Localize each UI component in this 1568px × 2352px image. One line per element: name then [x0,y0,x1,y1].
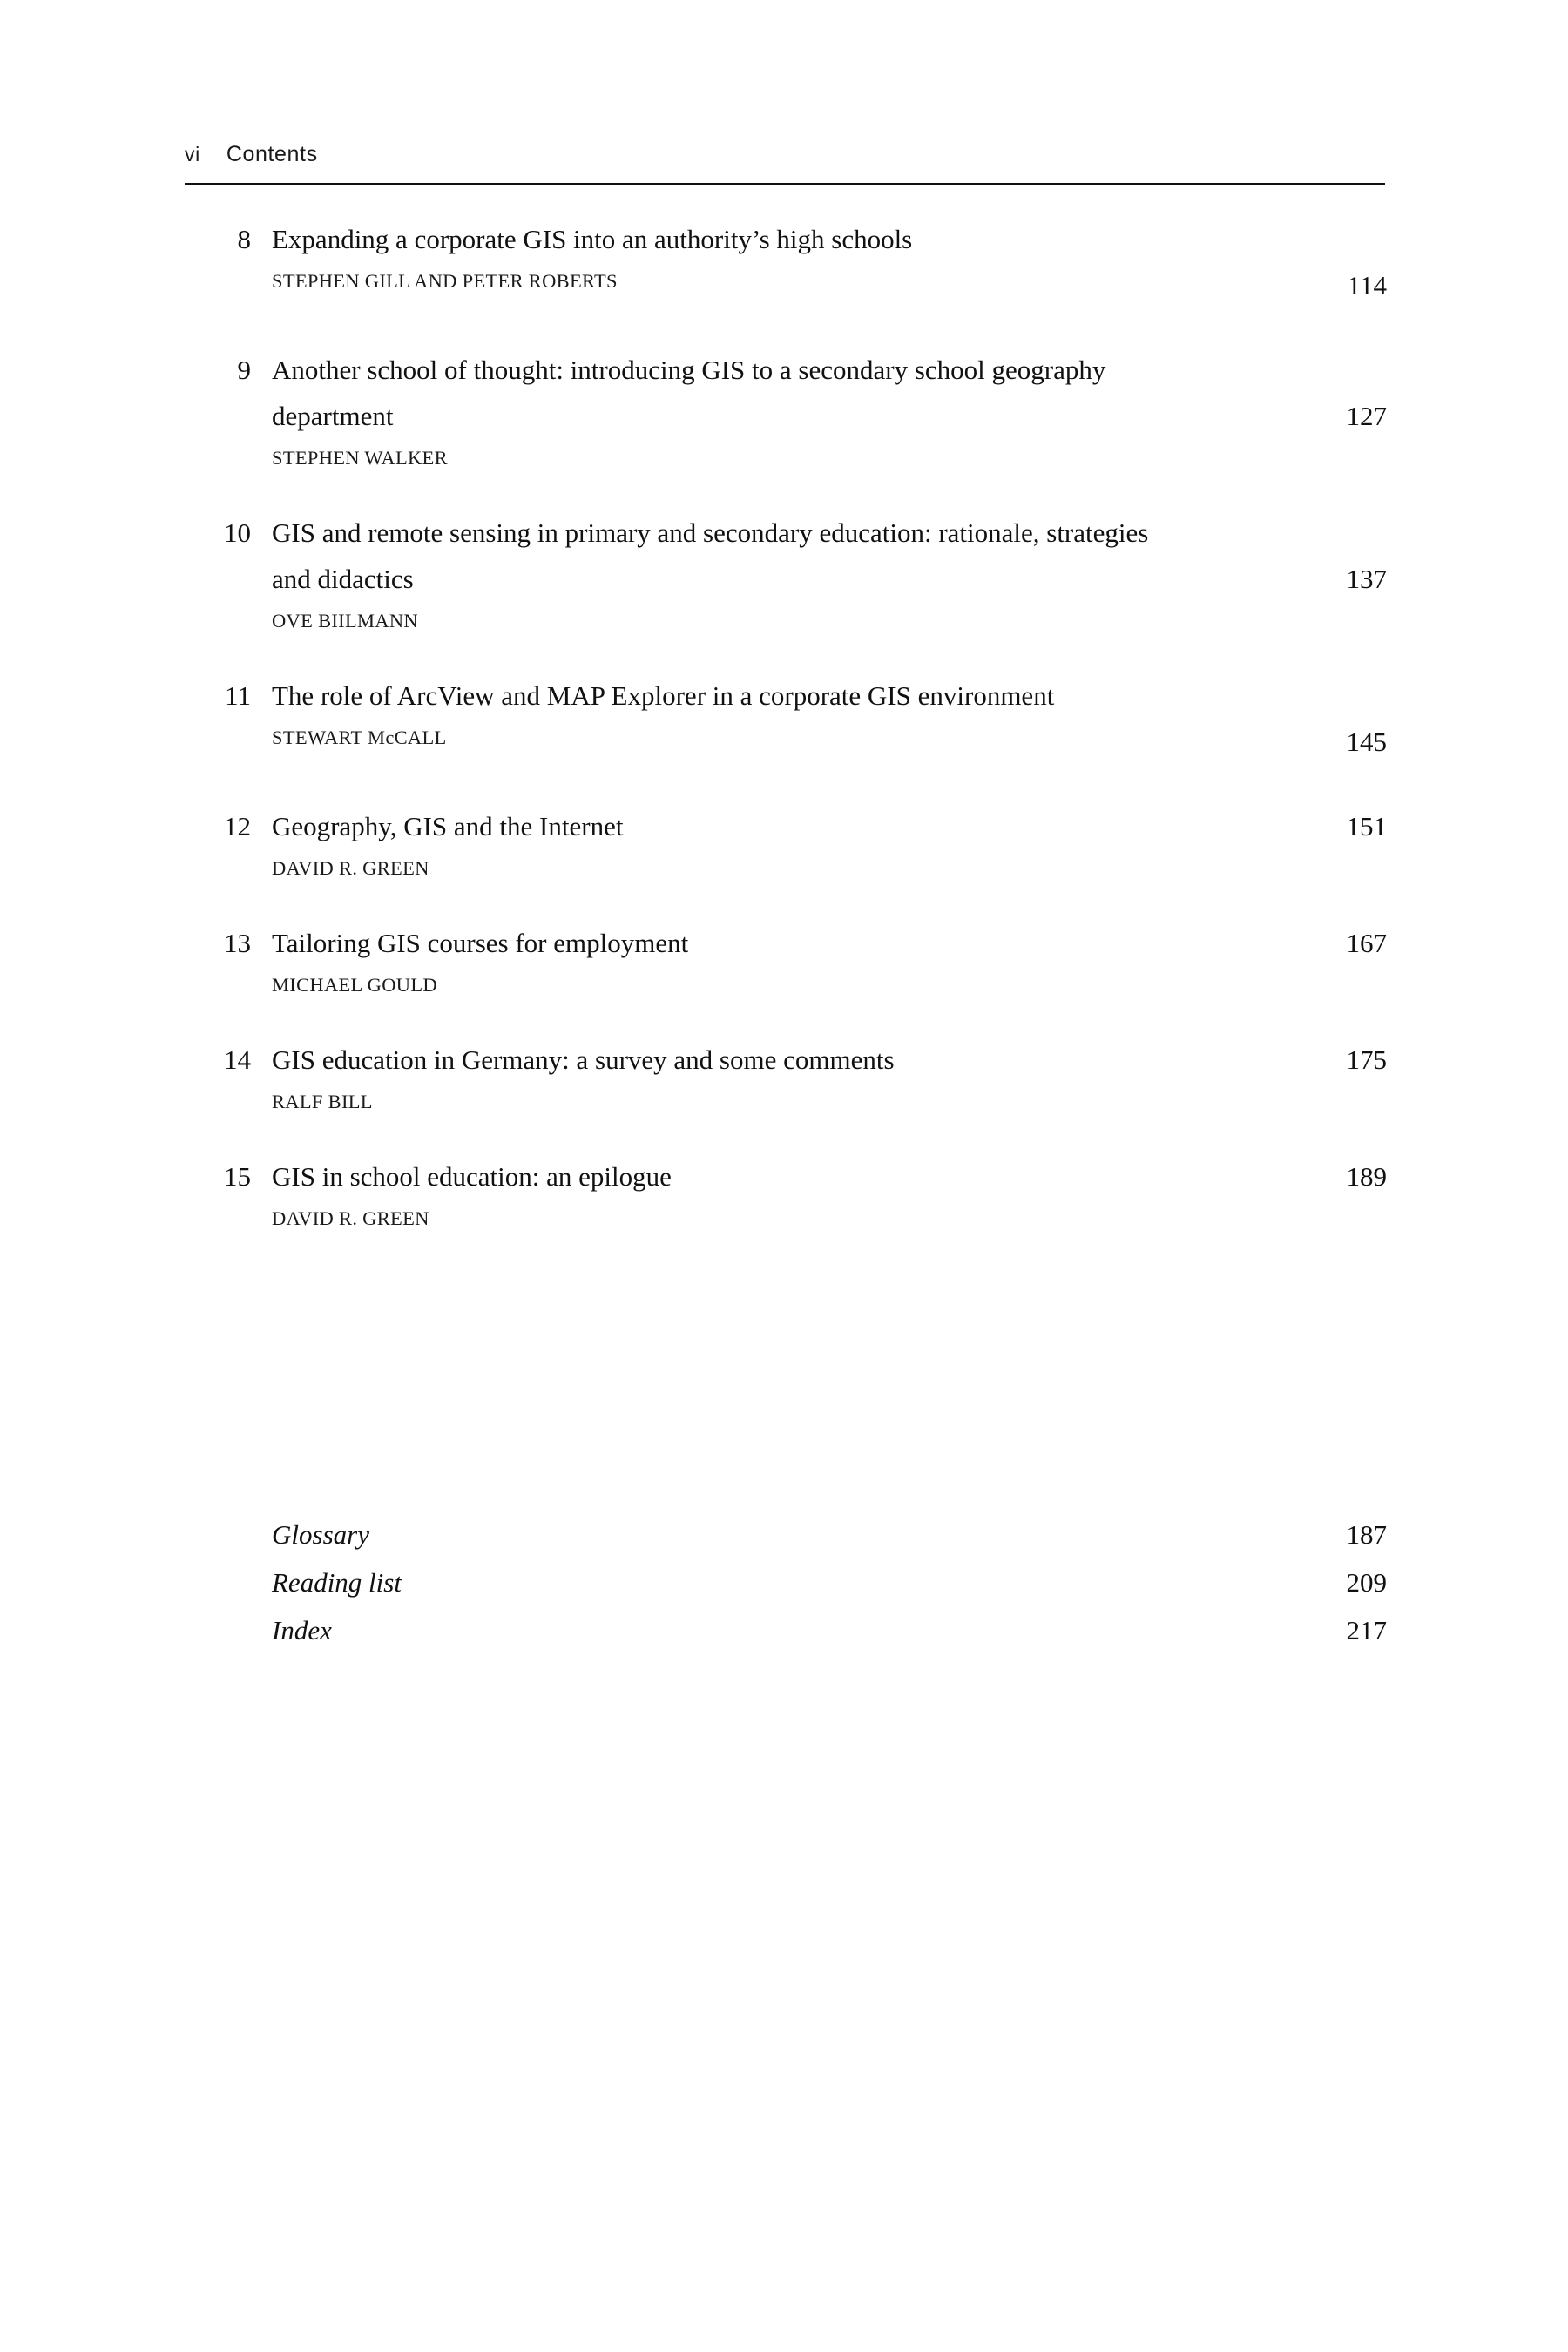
back-matter-page-number[interactable]: 217 [1346,1615,1387,1646]
chapter-page-number[interactable]: 145 [1346,727,1387,757]
toc-entry[interactable] [185,672,1387,765]
chapter-authors: MICHAEL GOULD [272,974,437,996]
chapter-title[interactable]: Tailoring GIS courses for employment [272,928,689,958]
back-matter-list [185,1511,1387,1655]
table-of-contents [185,216,1387,1270]
toc-entry-text [272,672,1282,751]
toc-entry-row [185,1153,1387,1232]
back-matter-page-number[interactable]: 209 [1346,1567,1387,1598]
chapter-title[interactable]: Geography, GIS and the Internet [272,811,624,841]
toc-entry-text [272,216,1282,294]
folio-number: vi [185,143,200,166]
chapter-page-number[interactable]: 175 [1346,1044,1387,1075]
chapter-page-number[interactable]: 189 [1346,1161,1387,1192]
running-head-title: Contents [226,142,318,166]
chapter-number: 10 [224,517,251,548]
chapter-number: 8 [237,224,251,254]
chapter-page-number[interactable]: 114 [1347,270,1387,301]
toc-entry[interactable] [185,347,1387,471]
back-matter-label[interactable]: Glossary [272,1519,369,1550]
chapter-authors: RALF BILL [272,1091,373,1112]
toc-entry-text [272,1037,1282,1115]
chapter-authors: STEPHEN WALKER [272,447,448,469]
chapter-number: 9 [237,355,251,385]
back-matter-row[interactable] [185,1559,1387,1605]
toc-entry-row [185,216,1387,308]
chapter-title[interactable]: Expanding a corporate GIS into an authority’s high schools [272,224,913,254]
back-matter-row[interactable] [185,1511,1387,1558]
chapter-authors: DAVID R. GREEN [272,857,429,879]
toc-entry-text [272,510,1282,634]
back-matter-label[interactable]: Reading list [272,1567,402,1598]
toc-entry-row [185,672,1387,765]
chapter-page-number[interactable]: 151 [1346,811,1387,841]
running-head [185,142,1387,167]
toc-entry[interactable] [185,216,1387,308]
toc-entry-text [272,347,1282,471]
toc-entry[interactable] [185,1153,1387,1232]
toc-entry[interactable] [185,1037,1387,1115]
toc-entry[interactable] [185,510,1387,634]
chapter-number: 13 [224,928,251,958]
toc-entry-text [272,803,1282,882]
chapter-number: 11 [225,680,251,711]
chapter-title[interactable]: The role of ArcView and MAP Explorer in a corporate GIS environment [272,680,1055,711]
chapter-number: 14 [224,1044,251,1075]
chapter-title[interactable]: GIS education in Germany: a survey and some comments [272,1044,895,1075]
toc-entry-row [185,1037,1387,1115]
back-matter-page-number[interactable]: 187 [1346,1519,1387,1550]
header-divider [185,183,1385,185]
chapter-title[interactable]: GIS and remote sensing in primary and secondary education: rationale, strategies and didactics [272,517,1149,594]
toc-entry-row [185,920,1387,998]
toc-entry[interactable] [185,803,1387,882]
back-matter-label[interactable]: Index [272,1615,332,1646]
chapter-number: 15 [224,1161,251,1192]
toc-entry-row [185,510,1387,634]
chapter-authors: STEPHEN GILL AND PETER ROBERTS [272,270,618,292]
back-matter-row[interactable] [185,1607,1387,1653]
chapter-page-number[interactable]: 137 [1346,564,1387,594]
toc-entry-row [185,347,1387,471]
chapter-title[interactable]: GIS in school education: an epilogue [272,1161,672,1192]
chapter-authors: STEWART McCALL [272,727,447,748]
chapter-page-number[interactable]: 167 [1346,928,1387,958]
chapter-title[interactable]: Another school of thought: introducing GIS to a secondary school geography department [272,355,1106,431]
chapter-number: 12 [224,811,251,841]
chapter-authors: DAVID R. GREEN [272,1207,429,1229]
toc-entry-text [272,1153,1282,1232]
toc-entry-text [272,920,1282,998]
toc-entry[interactable] [185,920,1387,998]
chapter-page-number[interactable]: 127 [1346,401,1387,431]
chapter-authors: OVE BIILMANN [272,610,418,632]
toc-entry-row [185,803,1387,882]
